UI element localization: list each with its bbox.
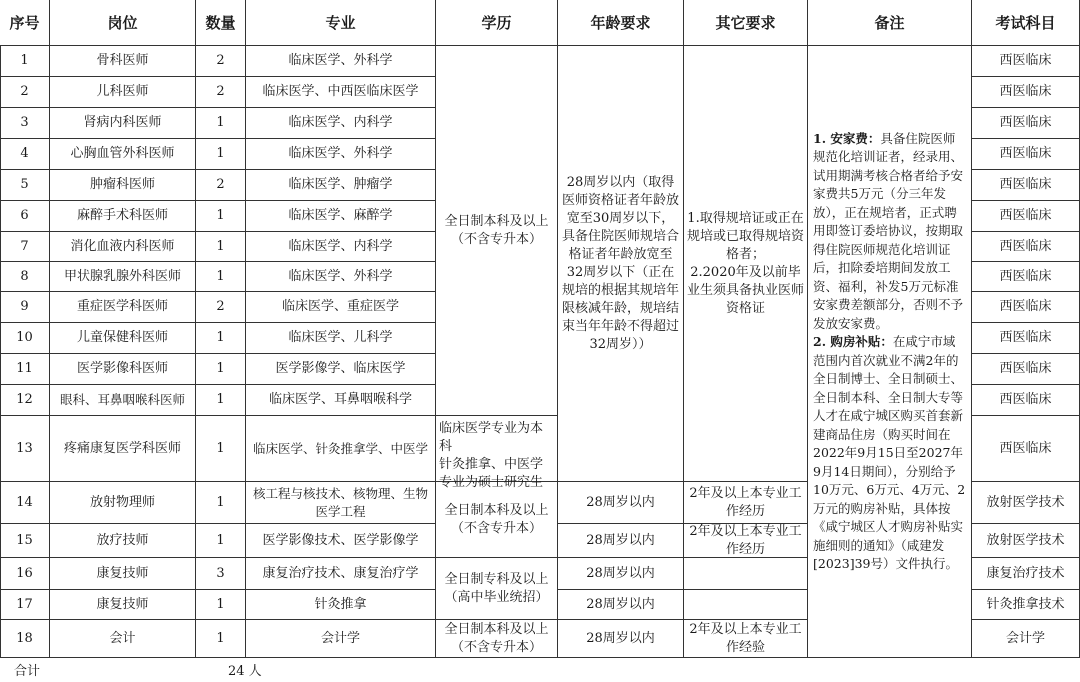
cell-count-row-16: 3 — [196, 558, 246, 590]
cell-post-row-11: 医学影像科医师 — [50, 354, 196, 385]
cell-count-row-14: 1 — [196, 482, 246, 524]
cell-no-row-4: 4 — [0, 139, 50, 170]
cell-count-row-8: 1 — [196, 262, 246, 292]
cell-major-row-15: 医学影像技术、医学影像学 — [246, 524, 436, 558]
cell-count-row-1: 2 — [196, 46, 246, 77]
cell-no-row-1: 1 — [0, 46, 50, 77]
cell-major-row-14: 核工程与核技术、核物理、生物医学工程 — [246, 482, 436, 524]
cell-major-row-12: 临床医学、耳鼻咽喉科学 — [246, 385, 436, 416]
cell-subject-row-9: 西医临床 — [972, 292, 1080, 323]
cell-count-row-17: 1 — [196, 590, 246, 620]
age-cell-row-17: 28周岁以内 — [558, 590, 684, 620]
header-no: 序号 — [0, 0, 50, 46]
other-cell-row-18: 2年及以上本专业工作经验 — [684, 620, 808, 658]
header-education: 学历 — [436, 0, 558, 46]
cell-subject-row-11: 西医临床 — [972, 354, 1080, 385]
education-cell-rows-1-12: 全日制本科及以上（不含专升本） — [436, 46, 558, 416]
total-value: 24 人 — [228, 664, 262, 679]
cell-subject-row-10: 西医临床 — [972, 323, 1080, 354]
cell-count-row-15: 1 — [196, 524, 246, 558]
cell-major-row-16: 康复治疗技术、康复治疗学 — [246, 558, 436, 590]
remarks-text — [813, 130, 966, 574]
cell-major-row-6: 临床医学、麻醉学 — [246, 201, 436, 232]
cell-post-row-18: 会计 — [50, 620, 196, 658]
cell-subject-row-7: 西医临床 — [972, 232, 1080, 262]
cell-subject-row-2: 西医临床 — [972, 77, 1080, 108]
cell-count-row-4: 1 — [196, 139, 246, 170]
cell-major-row-2: 临床医学、中西医临床医学 — [246, 77, 436, 108]
cell-no-row-2: 2 — [0, 77, 50, 108]
cell-post-row-3: 肾病内科医师 — [50, 108, 196, 139]
cell-post-row-4: 心胸血管外科医师 — [50, 139, 196, 170]
cell-count-row-10: 1 — [196, 323, 246, 354]
other-cell-rows-1-13: 1.取得规培证或正在规培或已取得规培资格者； 2.2020年及以前毕业生须具备执业医师资格证 — [684, 46, 808, 482]
cell-count-row-13: 1 — [196, 416, 246, 482]
cell-no-row-5: 5 — [0, 170, 50, 201]
cell-subject-row-5: 西医临床 — [972, 170, 1080, 201]
cell-post-row-12: 眼科、耳鼻咽喉科医师 — [50, 385, 196, 416]
cell-subject-row-17: 针灸推拿技术 — [972, 590, 1080, 620]
cell-count-row-18: 1 — [196, 620, 246, 658]
cell-post-row-5: 肿瘤科医师 — [50, 170, 196, 201]
cell-subject-row-6: 西医临床 — [972, 201, 1080, 232]
other-cell-row-17 — [684, 590, 808, 620]
cell-post-row-15: 放疗技师 — [50, 524, 196, 558]
cell-no-row-6: 6 — [0, 201, 50, 232]
cell-major-row-17: 针灸推拿 — [246, 590, 436, 620]
cell-count-row-6: 1 — [196, 201, 246, 232]
cell-no-row-9: 9 — [0, 292, 50, 323]
cell-count-row-7: 1 — [196, 232, 246, 262]
age-cell-row-16: 28周岁以内 — [558, 558, 684, 590]
cell-subject-row-12: 西医临床 — [972, 385, 1080, 416]
cell-major-row-4: 临床医学、外科学 — [246, 139, 436, 170]
education-cell-row-13: 临床医学专业为本科 针灸推拿、中医学专业为硕士研究生 — [436, 416, 558, 482]
cell-major-row-10: 临床医学、儿科学 — [246, 323, 436, 354]
cell-major-row-5: 临床医学、肿瘤学 — [246, 170, 436, 201]
education-cell-rows-14-15: 全日制本科及以上（不含专升本） — [436, 482, 558, 558]
cell-subject-row-3: 西医临床 — [972, 108, 1080, 139]
header-age: 年龄要求 — [558, 0, 684, 46]
cell-post-row-13: 疼痛康复医学科医师 — [50, 416, 196, 482]
cell-post-row-9: 重症医学科医师 — [50, 292, 196, 323]
age-cell-row-15: 28周岁以内 — [558, 524, 684, 558]
cell-subject-row-18: 会计学 — [972, 620, 1080, 658]
cell-no-row-8: 8 — [0, 262, 50, 292]
cell-post-row-7: 消化血液内科医师 — [50, 232, 196, 262]
remarks-item1-label: 1. 安家费： — [813, 130, 881, 146]
header-post: 岗位 — [50, 0, 196, 46]
cell-no-row-7: 7 — [0, 232, 50, 262]
remarks-item2-text: 在咸宁市域范围内首次就业不满2年的全日制博士、全日制硕士、全日制本科、全日制大专等人才在咸宁城区购买首套新建商品住房（购买时间在2022年9月15日至2027年9月14日期间），分别给予10万元、6万元、4万元、2万元的购房补贴，具体按《咸宁城区人才购房补贴实施细则的通知》（咸建发[2023]39号）文件执行。 — [813, 334, 966, 571]
cell-no-row-12: 12 — [0, 385, 50, 416]
cell-post-row-17: 康复技师 — [50, 590, 196, 620]
cell-count-row-9: 2 — [196, 292, 246, 323]
cell-post-row-2: 儿科医师 — [50, 77, 196, 108]
header-subject: 考试科目 — [972, 0, 1080, 46]
cell-post-row-10: 儿童保健科医师 — [50, 323, 196, 354]
other-cell-row-15: 2年及以上本专业工作经历 — [684, 524, 808, 558]
cell-major-row-13: 临床医学、针灸推拿学、中医学 — [246, 416, 436, 482]
education-cell-row-18: 全日制本科及以上（不含专升本） — [436, 620, 558, 658]
cell-major-row-1: 临床医学、外科学 — [246, 46, 436, 77]
cell-no-row-11: 11 — [0, 354, 50, 385]
cell-no-row-17: 17 — [0, 590, 50, 620]
cell-subject-row-1: 西医临床 — [972, 46, 1080, 77]
cell-count-row-12: 1 — [196, 385, 246, 416]
age-cell-row-14: 28周岁以内 — [558, 482, 684, 524]
age-cell-rows-1-13: 28周岁以内（取得医师资格证者年龄放宽至30周岁以下，具备住院医师规培合格证者年龄放宽至32周岁以下（正在规培的根据其规培年限核减年龄，规培结束当年年龄不得超过32周岁）） — [558, 46, 684, 482]
cell-major-row-3: 临床医学、内科学 — [246, 108, 436, 139]
cell-subject-row-16: 康复治疗技术 — [972, 558, 1080, 590]
cell-count-row-11: 1 — [196, 354, 246, 385]
cell-no-row-13: 13 — [0, 416, 50, 482]
cell-count-row-2: 2 — [196, 77, 246, 108]
total-label: 合计 — [14, 664, 41, 679]
cell-major-row-9: 临床医学、重症医学 — [246, 292, 436, 323]
header-major: 专业 — [246, 0, 436, 46]
cell-no-row-18: 18 — [0, 620, 50, 658]
cell-no-row-14: 14 — [0, 482, 50, 524]
cell-subject-row-15: 放射医学技术 — [972, 524, 1080, 558]
cell-major-row-18: 会计学 — [246, 620, 436, 658]
cell-no-row-16: 16 — [0, 558, 50, 590]
header-count: 数量 — [196, 0, 246, 46]
cell-post-row-8: 甲状腺乳腺外科医师 — [50, 262, 196, 292]
cell-post-row-1: 骨科医师 — [50, 46, 196, 77]
cell-subject-row-4: 西医临床 — [972, 139, 1080, 170]
cell-major-row-11: 医学影像学、临床医学 — [246, 354, 436, 385]
remarks-item1-text: 具备住院医师规范化培训证者，经录用、试用期满考核合格者给予安家费共5万元（分三年发放），正在规培者，正式聘用即签订委培协议，按期取得住院医师规范化培训证后，扣除委培期间发放工资、福利，补发5万元标准安家费差额部分，否则不予发放安家费。 — [813, 130, 964, 331]
cell-post-row-6: 麻醉手术科医师 — [50, 201, 196, 232]
header-remarks: 备注 — [808, 0, 972, 46]
cell-no-row-3: 3 — [0, 108, 50, 139]
cell-no-row-10: 10 — [0, 323, 50, 354]
cell-subject-row-13: 西医临床 — [972, 416, 1080, 482]
remarks-cell — [808, 46, 972, 658]
cell-major-row-7: 临床医学、内科学 — [246, 232, 436, 262]
other-cell-row-16 — [684, 558, 808, 590]
cell-post-row-14: 放射物理师 — [50, 482, 196, 524]
cell-subject-row-14: 放射医学技术 — [972, 482, 1080, 524]
age-cell-row-18: 28周岁以内 — [558, 620, 684, 658]
cell-count-row-3: 1 — [196, 108, 246, 139]
cell-post-row-16: 康复技师 — [50, 558, 196, 590]
cell-subject-row-8: 西医临床 — [972, 262, 1080, 292]
header-other: 其它要求 — [684, 0, 808, 46]
cell-major-row-8: 临床医学、外科学 — [246, 262, 436, 292]
education-cell-rows-16-17: 全日制专科及以上（高中毕业统招） — [436, 558, 558, 620]
cell-count-row-5: 2 — [196, 170, 246, 201]
cell-no-row-15: 15 — [0, 524, 50, 558]
other-cell-row-14: 2年及以上本专业工作经历 — [684, 482, 808, 524]
remarks-item2-label: 2. 购房补贴： — [813, 334, 893, 349]
